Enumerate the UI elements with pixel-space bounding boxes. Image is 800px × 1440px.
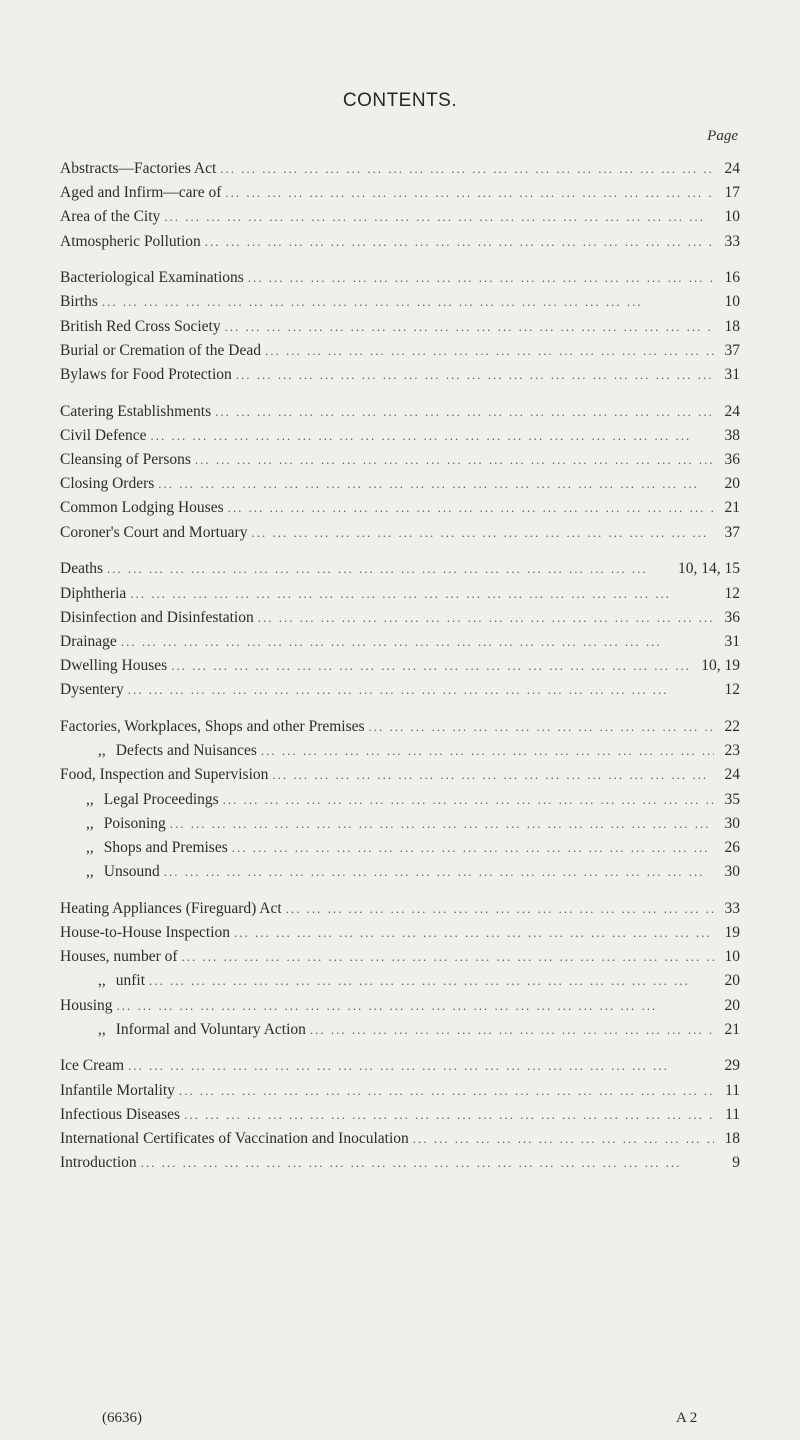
- contents-entry: [60, 160, 740, 184]
- contents-entry: [60, 972, 740, 996]
- entry-label: [60, 318, 221, 336]
- dot-leader: [261, 743, 714, 759]
- contents-entry: [60, 1057, 740, 1081]
- entry-label-text: Area of the City: [60, 208, 161, 226]
- entry-page-number: 11: [725, 1081, 740, 1099]
- group-spacer: [60, 548, 740, 561]
- entry-label-text: Abstracts—Factories Act: [60, 160, 217, 177]
- entry-label-text: unfit: [115, 972, 146, 990]
- entry-label: [60, 269, 244, 287]
- contents-entry: [60, 900, 740, 924]
- entry-label-text: Factories, Workplaces, Shops and other Premises: [60, 717, 365, 735]
- contents-entry: [60, 1082, 740, 1106]
- entry-label: [60, 1130, 409, 1148]
- dot-leader: [225, 185, 714, 201]
- entry-label-text: Defects and Nuisances: [115, 742, 257, 760]
- entry-label: [60, 1106, 180, 1124]
- entry-label: [60, 427, 147, 445]
- dot-leader: [220, 161, 714, 177]
- entry-label-text: Food, Inspection and Supervision: [60, 766, 269, 784]
- entry-page-number: 21: [724, 1020, 740, 1038]
- entry-label-text: Infantile Mortality: [60, 1081, 175, 1099]
- entry-label: [60, 633, 117, 651]
- entry-label: [60, 766, 268, 784]
- entry-label: [60, 839, 228, 857]
- dot-leader: [225, 319, 714, 335]
- page-title: CONTENTS.: [342, 90, 458, 111]
- entry-page-number: 24: [724, 402, 740, 420]
- entry-label-text: Common Lodging Houses: [60, 499, 224, 517]
- contents-entry: [60, 742, 740, 766]
- entry-label: [60, 475, 154, 493]
- entry-page-number: 35: [724, 790, 740, 808]
- entry-label: [60, 451, 191, 469]
- dot-leader: [310, 1022, 714, 1038]
- entry-label: [60, 609, 254, 627]
- page-column-heading: Page: [707, 128, 738, 144]
- entry-page-number: 22: [724, 717, 740, 735]
- entry-label: [60, 1021, 306, 1039]
- entry-page-number: 10: [724, 293, 740, 311]
- contents-entry: [60, 997, 740, 1021]
- ditto-mark: ,,: [98, 972, 106, 990]
- contents-entry: [60, 948, 740, 972]
- dot-leader: [272, 767, 714, 783]
- entry-label: [60, 160, 216, 178]
- contents-entry: [60, 560, 740, 584]
- entry-label-text: International Certificates of Vaccination and Inoculation: [60, 1129, 409, 1147]
- contents-entry: [60, 499, 740, 523]
- contents-entry: [60, 475, 740, 499]
- contents-entry: [60, 585, 740, 609]
- entry-label-text: Coroner's Court and Mortuary: [60, 523, 248, 541]
- contents-entry: [60, 403, 740, 427]
- entry-label: [60, 657, 167, 675]
- entry-label: [60, 681, 124, 699]
- entry-page-number: 11: [725, 1105, 740, 1123]
- entry-label-text: Births: [60, 293, 98, 311]
- entry-page-number: 33: [724, 232, 740, 250]
- contents-entry: [60, 633, 740, 657]
- entry-page-number: 38: [724, 426, 740, 444]
- entry-label: [60, 585, 126, 603]
- ditto-mark: ,,: [98, 1020, 106, 1038]
- entry-label-text: Drainage: [60, 632, 117, 650]
- dot-leader: [258, 610, 714, 626]
- entry-label-text: House-to-House Inspection: [60, 923, 231, 941]
- group-spacer: [60, 390, 740, 403]
- dot-leader: [286, 901, 714, 917]
- entry-page-number: 31: [724, 632, 740, 650]
- entry-page-number: 23: [724, 742, 740, 760]
- entry-page-number: 33: [724, 899, 740, 917]
- contents-entry: [60, 184, 740, 208]
- contents-entry: [60, 815, 740, 839]
- footer-print-code: (6636): [102, 1410, 142, 1426]
- entry-label-text: Civil Defence: [60, 426, 147, 444]
- entry-label: [60, 863, 160, 881]
- dot-leader: [164, 209, 714, 225]
- entry-label: [60, 924, 230, 942]
- entry-label-text: Housing: [60, 996, 113, 1014]
- entry-label-text: Houses, number of: [60, 948, 178, 966]
- entry-label-text: Bacteriological Examinations: [60, 269, 244, 287]
- contents-entry: [60, 318, 740, 342]
- contents-entry: [60, 1106, 740, 1130]
- dot-leader: [130, 586, 714, 602]
- contents-entry: [60, 524, 740, 548]
- entry-page-number: 30: [724, 814, 740, 832]
- group-spacer: [60, 705, 740, 718]
- entry-label: [60, 815, 166, 833]
- entry-page-number: 10: [724, 208, 740, 226]
- entry-label-text: Catering Establishments: [60, 402, 212, 420]
- entry-page-number: 26: [724, 838, 740, 856]
- entry-page-number: 37: [724, 523, 740, 541]
- entry-label: [60, 718, 365, 736]
- entry-label: [60, 366, 232, 384]
- contents-entry: [60, 293, 740, 317]
- entry-label-text: Burial or Cremation of the Dead: [60, 341, 262, 359]
- entry-page-number: 24: [724, 766, 740, 784]
- entry-page-number: 17: [724, 184, 740, 202]
- dot-leader: [205, 234, 714, 250]
- dot-leader: [107, 561, 674, 577]
- dot-leader: [151, 428, 714, 444]
- entry-label-text: Disinfection and Disinfestation: [60, 608, 254, 626]
- entry-label-text: Legal Proceedings: [103, 790, 219, 808]
- entry-label-text: Deaths: [60, 560, 104, 578]
- dot-leader: [171, 658, 697, 674]
- ditto-mark: ,,: [86, 863, 94, 881]
- entry-label-text: Informal and Voluntary Action: [115, 1020, 306, 1038]
- dot-leader: [195, 452, 714, 468]
- group-spacer: [60, 1045, 740, 1058]
- dot-leader: [121, 634, 714, 650]
- dot-leader: [184, 1107, 714, 1123]
- dot-leader: [141, 1155, 714, 1171]
- dot-leader: [149, 973, 714, 989]
- entry-page-number: 12: [724, 681, 740, 699]
- contents-entry: [60, 718, 740, 742]
- entry-label-text: Bylaws for Food Protection: [60, 366, 232, 383]
- dot-leader: [158, 476, 714, 492]
- entry-label-text: Ice Cream: [60, 1057, 125, 1075]
- entry-label-text: British Red Cross Society: [60, 317, 221, 335]
- entry-page-number: 21: [724, 499, 740, 517]
- entry-label: [60, 403, 211, 421]
- contents-entry: [60, 924, 740, 948]
- dot-leader: [182, 949, 714, 965]
- entry-label-text: Heating Appliances (Fireguard) Act: [60, 899, 282, 917]
- entry-label: [60, 342, 261, 360]
- entry-label-text: Diphtheria: [60, 584, 127, 602]
- entry-label: [60, 293, 98, 311]
- dot-leader: [215, 404, 714, 420]
- entry-page-number: 18: [724, 1129, 740, 1147]
- dot-leader: [248, 270, 714, 286]
- entry-label: [60, 1154, 137, 1172]
- contents-entry: [60, 342, 740, 366]
- dot-leader: [265, 343, 714, 359]
- entry-label-text: Dysentery: [60, 681, 124, 699]
- contents-entry: [60, 427, 740, 451]
- entry-label: [60, 1057, 124, 1075]
- entry-page-number: 19: [724, 923, 740, 941]
- dot-leader: [228, 500, 714, 516]
- entry-label-text: Unsound: [103, 863, 160, 881]
- entry-label-text: Shops and Premises: [103, 838, 228, 856]
- entry-label: [60, 972, 145, 990]
- entry-label: [60, 1082, 175, 1100]
- contents-entry: [60, 681, 740, 705]
- contents-entry: [60, 609, 740, 633]
- contents-entry: [60, 269, 740, 293]
- contents-entry: [60, 1154, 740, 1178]
- entry-label: [60, 791, 219, 809]
- entry-label-text: Closing Orders: [60, 475, 155, 493]
- entry-page-number: 20: [724, 972, 740, 990]
- entry-page-number: 18: [724, 317, 740, 335]
- entry-label: [60, 948, 178, 966]
- contents-entry: [60, 366, 740, 390]
- dot-leader: [128, 682, 714, 698]
- dot-leader: [117, 998, 714, 1014]
- dot-leader: [223, 792, 714, 808]
- entry-label: [60, 997, 113, 1015]
- entry-page-number: 10, 14, 15: [678, 560, 740, 578]
- dot-leader: [102, 294, 714, 310]
- ditto-mark: ,,: [86, 790, 94, 808]
- contents-entry: [60, 766, 740, 790]
- entry-label-text: Infectious Diseases: [60, 1105, 181, 1123]
- contents-entry: [60, 863, 740, 887]
- group-spacer: [60, 257, 740, 270]
- entry-page-number: 9: [732, 1154, 740, 1172]
- entry-page-number: 16: [724, 269, 740, 287]
- entry-label: [60, 499, 224, 517]
- entry-label-text: Cleansing of Persons: [60, 451, 191, 469]
- entry-page-number: 31: [724, 366, 740, 383]
- entry-label-text: Poisoning: [103, 814, 166, 832]
- entry-page-number: 29: [724, 1057, 740, 1075]
- contents-entry: [60, 657, 740, 681]
- contents-entry: [60, 1021, 740, 1045]
- entry-page-number: 36: [724, 608, 740, 626]
- entry-label-text: Introduction: [60, 1154, 137, 1172]
- entry-label: [60, 524, 247, 542]
- dot-leader: [128, 1058, 714, 1074]
- entry-label-text: Atmospheric Pollution: [60, 232, 201, 250]
- contents-entry: [60, 839, 740, 863]
- entry-label: [60, 233, 201, 251]
- contents-entry: [60, 233, 740, 257]
- entry-page-number: 12: [724, 584, 740, 602]
- dot-leader: [413, 1131, 714, 1147]
- entry-page-number: 10, 19: [701, 657, 740, 675]
- group-spacer: [60, 887, 740, 900]
- entry-page-number: 30: [724, 863, 740, 881]
- entry-page-number: 24: [724, 160, 740, 177]
- contents-list: [60, 160, 740, 1178]
- entry-label-text: Dwelling Houses: [60, 657, 168, 675]
- entry-label: [60, 900, 282, 918]
- entry-label: [60, 560, 103, 578]
- entry-page-number: 20: [724, 996, 740, 1014]
- dot-leader: [232, 840, 714, 856]
- dot-leader: [369, 719, 714, 735]
- contents-entry: [60, 791, 740, 815]
- ditto-mark: ,,: [86, 838, 94, 856]
- dot-leader: [164, 864, 714, 880]
- entry-page-number: 10: [724, 948, 740, 966]
- footer-signature-mark: A 2: [676, 1410, 698, 1426]
- contents-entry: [60, 208, 740, 232]
- dot-leader: [234, 925, 714, 941]
- ditto-mark: ,,: [86, 814, 94, 832]
- entry-label: [60, 742, 257, 760]
- ditto-mark: ,,: [98, 742, 106, 760]
- entry-label: [60, 184, 221, 202]
- dot-leader: [170, 816, 714, 832]
- entry-page-number: 37: [724, 341, 740, 359]
- entry-label-text: Aged and Infirm—care of: [60, 184, 222, 202]
- entry-label: [60, 208, 160, 226]
- contents-entry: [60, 1130, 740, 1154]
- dot-leader: [236, 367, 714, 383]
- contents-entry: [60, 451, 740, 475]
- entry-page-number: 20: [724, 475, 740, 493]
- dot-leader: [251, 525, 714, 541]
- entry-page-number: 36: [724, 451, 740, 469]
- dot-leader: [179, 1083, 714, 1099]
